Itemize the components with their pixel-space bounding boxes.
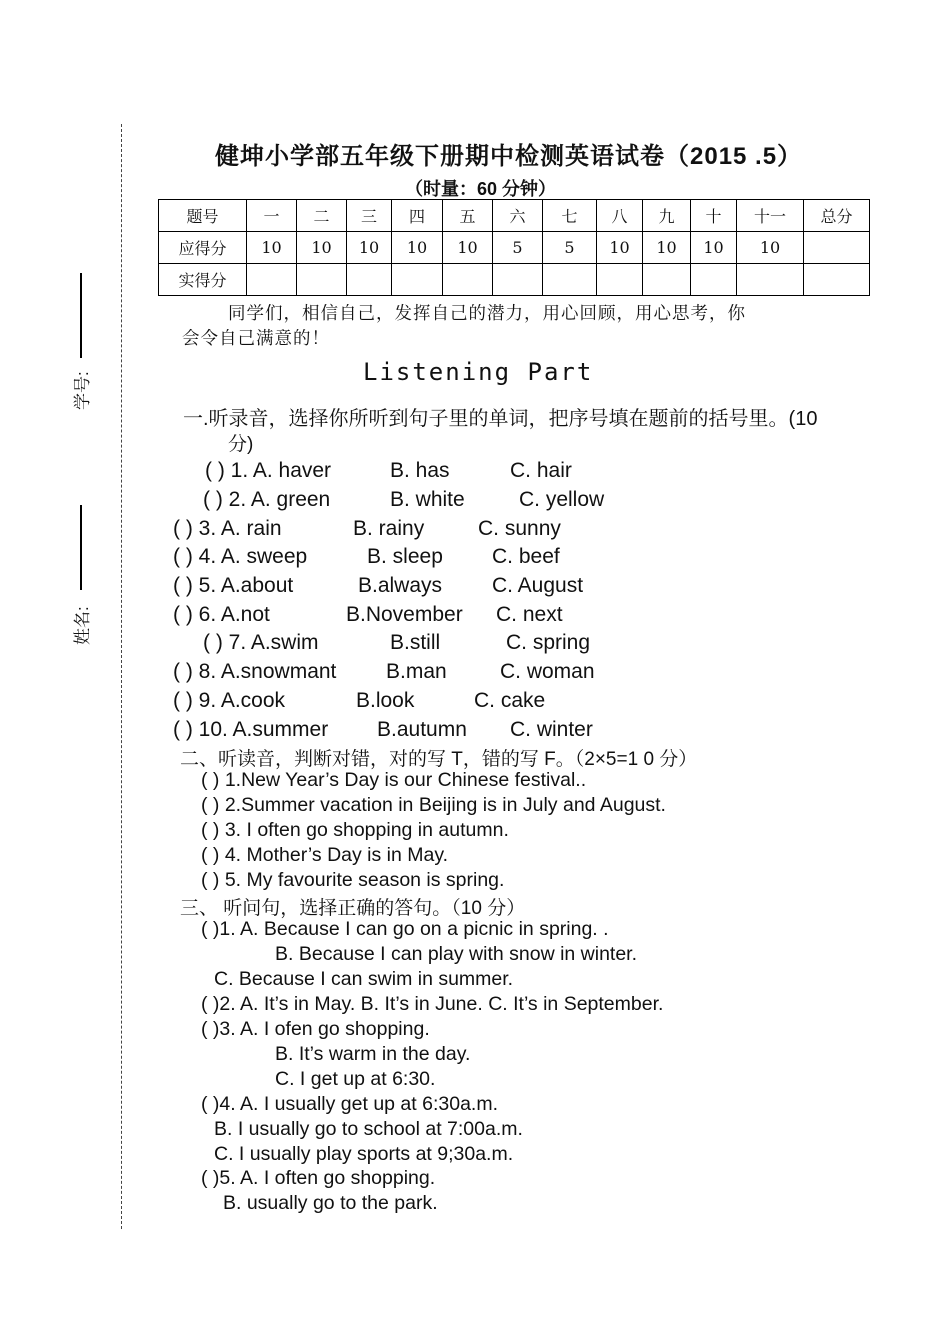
table-cell: 四 [392,200,443,232]
table-cell [804,264,870,296]
question-8-option-b: B.man [386,660,447,683]
table-cell [804,232,870,264]
table-cell: 一 [247,200,297,232]
table-cell [347,264,392,296]
question-7-stem: ( ) 7. A.swim [203,631,319,654]
table-cell: 10 [247,232,297,264]
table-cell: 应得分 [159,232,247,264]
answer-line: ( )1. A. Because I can go on a picnic in spring. . [201,918,609,940]
table-cell: 10 [597,232,643,264]
part-title: Listening Part [363,358,594,386]
table-cell: 十一 [737,200,804,232]
table-cell: 二 [297,200,347,232]
answer-line: B. I usually go to school at 7:00a.m. [214,1118,523,1140]
question-9-option-c: C. cake [474,689,546,712]
answer-line: ( )5. A. I often go shopping. [201,1167,436,1189]
table-cell: 10 [737,232,804,264]
answer-line: B. usually go to the park. [223,1192,438,1214]
question-3-option-b: B. rainy [353,517,425,540]
section-3-heading: 三、 听问句，选择正确的答句。（10 分） [180,898,526,919]
table-cell [297,264,347,296]
judge-item-1: ( ) 1.New Year’s Day is our Chinese festival.. [201,769,587,791]
intro-line-2: 会令自己满意的！ [182,329,330,349]
question-9-option-b: B.look [356,689,415,712]
question-10-stem: ( ) 10. A.summer [173,718,329,741]
score-table-header-row [159,200,870,232]
question-2-stem: ( ) 2. A. green [203,488,331,511]
score-table-points-row [159,232,870,264]
judge-item-2: ( ) 2.Summer vacation in Beijing is in July and August. [201,794,666,816]
table-cell [737,264,804,296]
student-name-blank [80,505,82,590]
table-cell: 10 [392,232,443,264]
question-6-stem: ( ) 6. A.not [173,603,270,626]
table-cell: 10 [691,232,737,264]
question-4-option-b: B. sleep [367,545,443,568]
answer-line: C. I get up at 6:30. [275,1068,436,1090]
table-cell [597,264,643,296]
answer-line: C. Because I can swim in summer. [214,968,514,990]
answer-line: B. Because I can play with snow in winter. [275,943,638,965]
question-7-option-b: B.still [390,631,441,654]
score-table-earned-row [159,264,870,296]
page-subtitle: （时量：60 分钟） [405,179,557,199]
answer-line: B. It’s warm in the day. [275,1043,471,1065]
table-cell: 六 [493,200,543,232]
question-5-option-b: B.always [358,574,443,597]
table-cell: 10 [347,232,392,264]
table-cell: 三 [347,200,392,232]
table-cell [691,264,737,296]
student-number-blank [80,273,82,358]
binding-line [121,124,122,1229]
question-2-option-c: C. yellow [519,488,605,511]
table-cell: 5 [493,232,543,264]
table-cell: 总分 [804,200,870,232]
question-9-stem: ( ) 9. A.cook [173,689,286,712]
section-1-heading: 一.听录音，选择你所听到句子里的单词，把序号填在题前的括号里。(10 [183,408,818,430]
answer-line: ( )3. A. I ofen go shopping. [201,1018,430,1040]
table-cell: 10 [297,232,347,264]
judge-item-5: ( ) 5. My favourite season is spring. [201,869,505,891]
question-8-option-c: C. woman [500,660,595,683]
question-10-option-c: C. winter [510,718,593,741]
table-cell [392,264,443,296]
table-cell: 实得分 [159,264,247,296]
section-1-heading-cont: 分) [228,434,254,455]
table-cell [543,264,597,296]
table-cell: 十 [691,200,737,232]
question-6-option-b: B.November [346,603,463,626]
table-cell: 九 [643,200,691,232]
question-6-option-c: C. next [496,603,563,626]
question-3-stem: ( ) 3. A. rain [173,517,282,540]
answer-line: ( )2. A. It’s in May. B. It’s in June. C. It’s in September. [201,993,664,1015]
question-4-option-c: C. beef [492,545,560,568]
table-cell: 10 [643,232,691,264]
answer-line: C. I usually play sports at 9;30a.m. [214,1143,514,1165]
question-5-stem: ( ) 5. A.about [173,574,294,597]
question-4-stem: ( ) 4. A. sweep [173,545,308,568]
question-1-option-c: C. hair [510,459,572,482]
intro-line-1: 同学们，相信自己，发挥自己的潜力，用心回顾，用心思考，你 [228,304,746,324]
question-2-option-b: B. white [390,488,465,511]
table-cell: 10 [443,232,493,264]
question-10-option-b: B.autumn [377,718,467,741]
page-title: 健坤小学部五年级下册期中检测英语试卷（2015 .5） [215,143,803,170]
student-number-label: 学号: [73,371,92,410]
table-cell [643,264,691,296]
table-cell [247,264,297,296]
student-name-label: 姓名: [73,606,92,645]
table-cell: 5 [543,232,597,264]
question-8-stem: ( ) 8. A.snowmant [173,660,337,683]
score-table [158,199,870,296]
table-cell: 八 [597,200,643,232]
table-cell [493,264,543,296]
table-cell: 五 [443,200,493,232]
judge-item-4: ( ) 4. Mother’s Day is in May. [201,844,449,866]
table-cell: 七 [543,200,597,232]
answer-line: ( )4. A. I usually get up at 6:30a.m. [201,1093,498,1115]
table-cell [443,264,493,296]
question-1-stem: ( ) 1. A. haver [205,459,332,482]
section-2-heading: 二、听读音，判断对错，对的写 T，错的写 F。（2×5=1 0 分） [180,749,698,770]
question-3-option-c: C. sunny [478,517,561,540]
question-5-option-c: C. August [492,574,584,597]
judge-item-3: ( ) 3. I often go shopping in autumn. [201,819,509,841]
table-cell: 题号 [159,200,247,232]
question-7-option-c: C. spring [506,631,591,654]
question-1-option-b: B. has [390,459,450,482]
